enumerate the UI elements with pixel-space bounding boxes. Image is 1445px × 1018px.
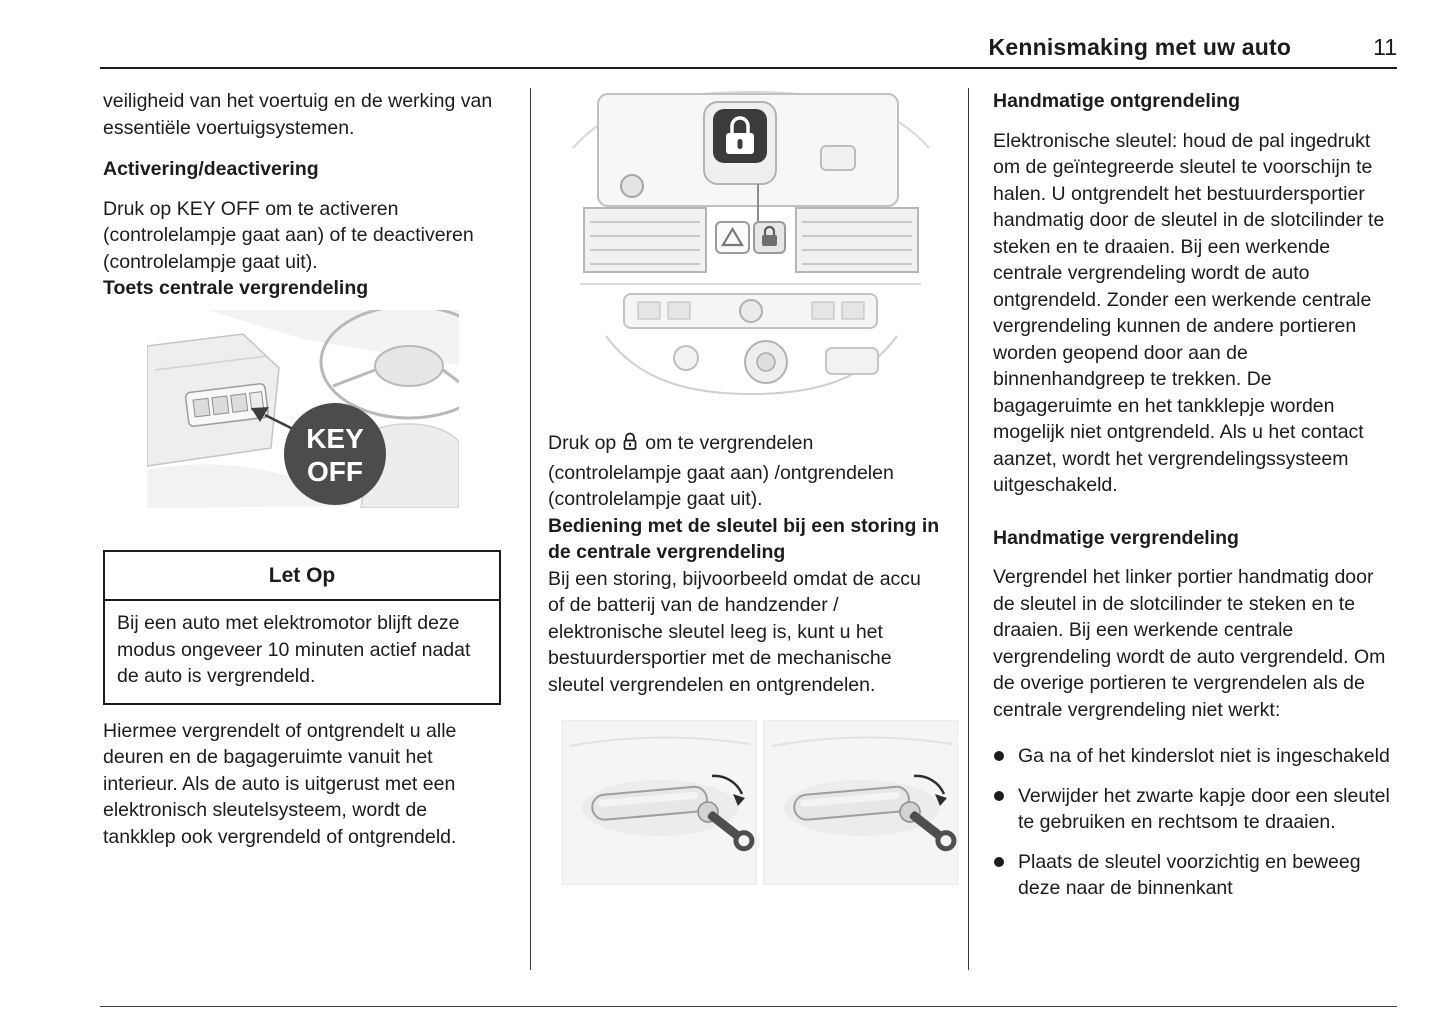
caution-title: Let Op	[105, 552, 499, 602]
center-console-illustration	[568, 88, 934, 400]
list-item: Plaats de sleutel voorzichtig en beweeg deze naar de binnenkant	[993, 849, 1395, 902]
climate-control-strip	[624, 294, 877, 328]
heading-manual-lock: Handmatige vergrendeling	[993, 526, 1239, 549]
bullet-icon	[994, 857, 1004, 867]
hazard-button	[716, 222, 749, 253]
manual-lock-paragraph: Vergrendel het linker portier handmatig door de sleutel in de slotcilinder te steken en te draaien. Bij een werkende centrale vergrendeling wordt de auto vergrendeld. Om de overige portieren te vergrendelen als de centrale vergrendeling niet werkt:	[993, 566, 1386, 721]
heading-central-lock-button: Toets centrale vergrendeling	[103, 277, 369, 299]
svg-text:OFF: OFF	[307, 455, 363, 487]
list-item: Ga na of het kinderslot niet is ingeschakeld	[993, 743, 1395, 770]
page-number: 11	[1373, 34, 1397, 60]
lock-instruction-paragraph: Druk op om te vergrendelen (controlelampje gaat aan) /ontgrendelen (controlelampje gaat uit).	[548, 432, 894, 510]
heading-activation: Activering/deactivering	[103, 158, 319, 180]
intro-paragraph: veiligheid van het voertuig en de werking van essentiële voertuigsystemen.	[103, 90, 493, 139]
interior-lock-paragraph: Hiermee vergrendelt of ontgrendelt u alle deuren en de bagageruimte vanuit het interieur. Als de auto is uitgerust met een elektronisch sleutelsysteem, wordt de tankklep ook vergrendeld of ontgrendeld.	[103, 719, 457, 848]
manual-unlock-paragraph: Elektronische sleutel: houd de pal ingedrukt om de geïntegreerde sleutel te voorschijn te halen. U ontgrendelt het bestuurdersportier handmatig door de sleutel in de slotcilinder te steken en te draaien. Bij een werkende centrale vergrendeling wordt de auto ontgrendeld. Zonder een werkende centrale vergrendeling kunnen de andere portieren worden geopend door aan de binnenhandgreep te trekken. De bagageruimte en het tankklepje worden mogelijk niet ontgrendeld. Als u het contact aanzet, wordt het vergrendelingssysteem uitgeschakeld.	[993, 129, 1385, 496]
page-header	[100, 34, 1397, 61]
activation-paragraph: Druk op KEY OFF om te activeren (controlelampje gaat aan) of te deactiveren (controlelampje gaat uit).	[103, 197, 474, 273]
door-handle-illustration	[562, 720, 958, 885]
key-off-badge	[284, 403, 386, 505]
central-lock-button	[754, 222, 785, 253]
column-divider-left	[530, 88, 531, 970]
gear-selector-icon	[745, 341, 787, 383]
header-rule	[100, 67, 1397, 69]
heading-key-fault: Bediening met de sleutel bij een storing in de centrale vergrendeling	[548, 514, 940, 563]
column-1	[103, 88, 501, 850]
svg-text:KEY: KEY	[306, 422, 364, 454]
footer-rule	[100, 1006, 1397, 1007]
lock-icon	[622, 431, 638, 460]
column-2	[548, 88, 940, 885]
heading-manual-unlock: Handmatige ontgrendeling	[993, 90, 1241, 112]
key-fault-paragraph: Bij een storing, bijvoorbeeld omdat de accu of de batterij van de handzender / elektronische sleutel leeg is, kunt u het bestuurdersportier met de mechanische sleutel vergrendelen en ontgrendelen.	[548, 567, 921, 696]
manual-lock-steps	[993, 743, 1395, 902]
bullet-icon	[994, 791, 1004, 801]
list-item: Verwijder het zwarte kapje door een sleutel te gebruiken en rechtsom te draaien.	[993, 783, 1395, 836]
bullet-icon	[994, 751, 1004, 761]
column-3	[993, 88, 1395, 902]
small-lock-icon	[762, 235, 777, 246]
chapter-title: Kennismaking met uw auto	[988, 34, 1292, 60]
caution-box	[103, 550, 501, 705]
caution-body: Bij een auto met elektromotor blijft deze modus ongeveer 10 minuten actief nadat de auto is vergrendeld.	[117, 612, 471, 687]
key-off-illustration	[147, 310, 459, 508]
column-divider-right	[968, 88, 969, 970]
